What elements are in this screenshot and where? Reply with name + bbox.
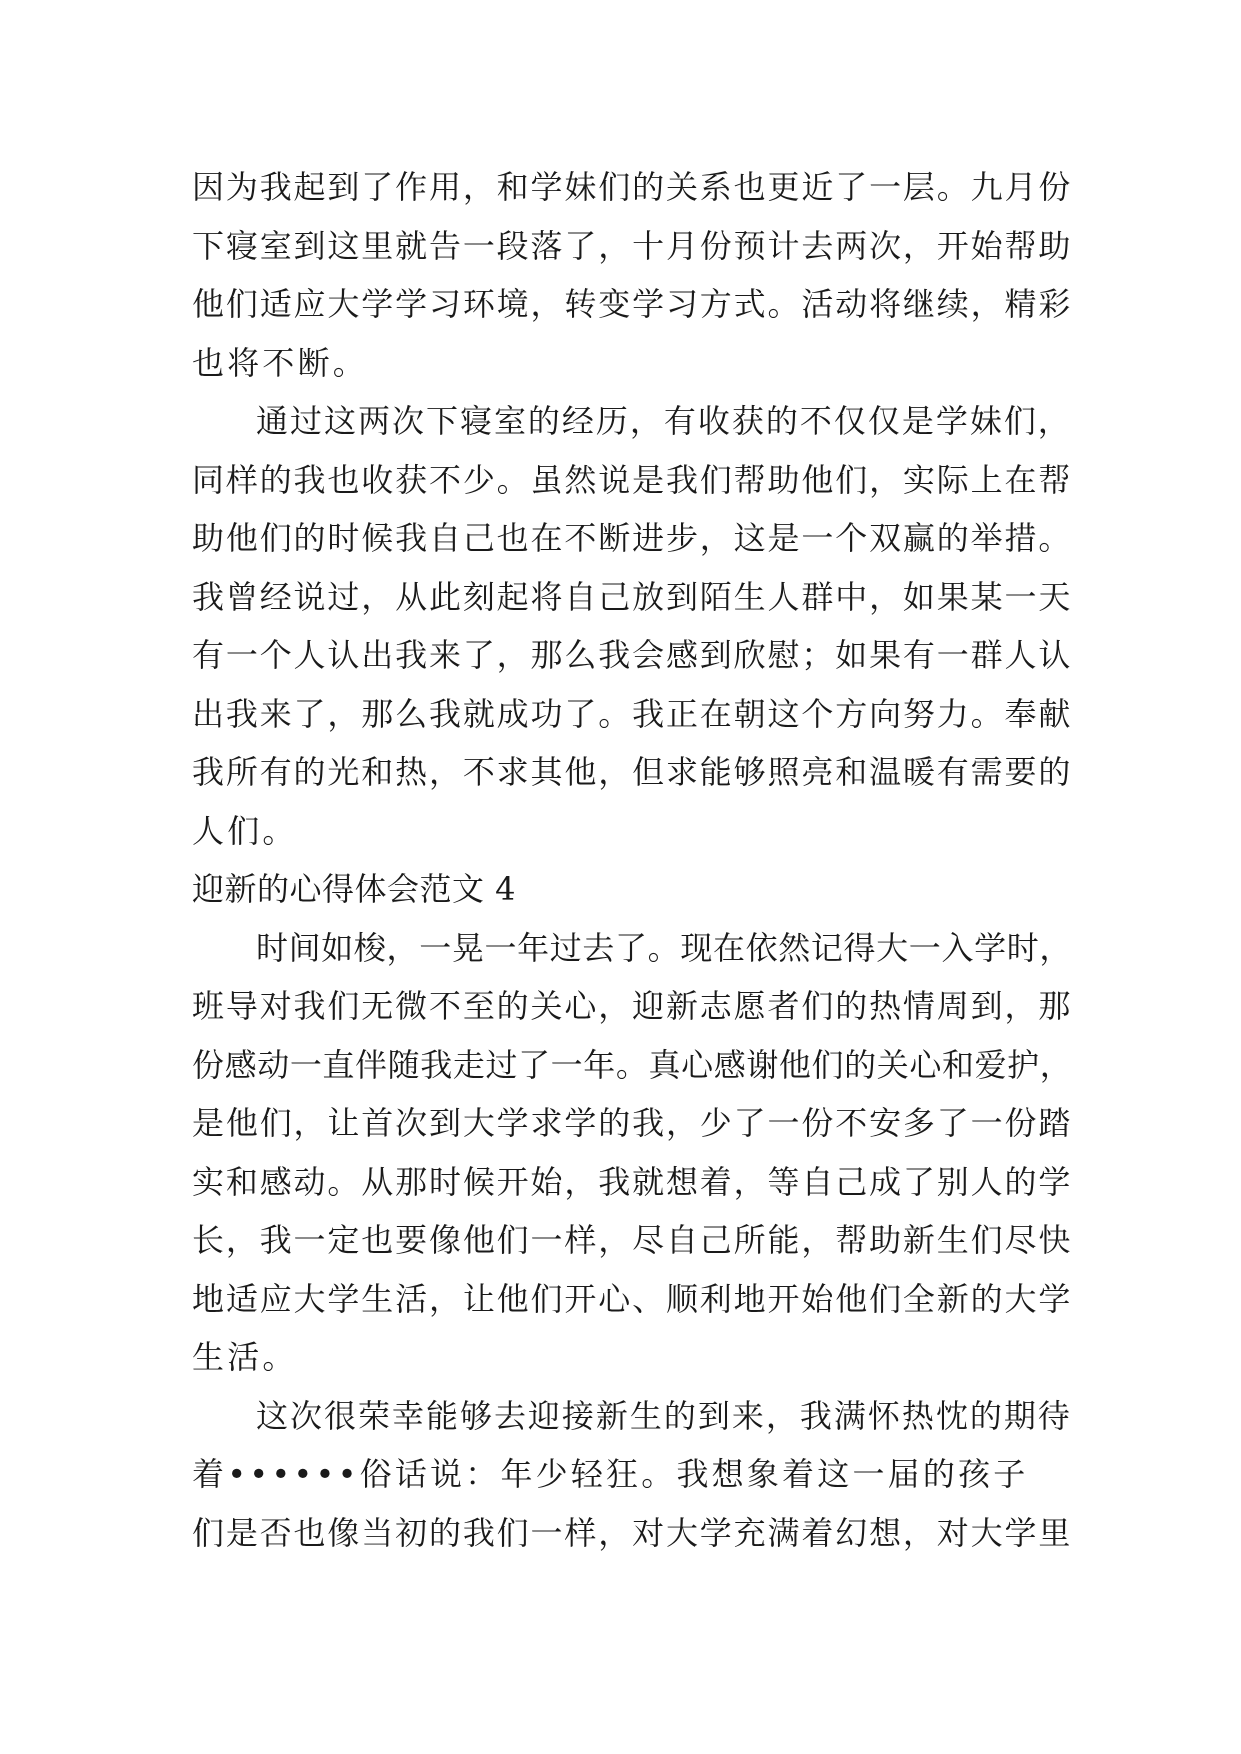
- text-line: 长，我一定也要像他们一样，尽自己所能，帮助新生们尽快: [192, 1221, 1073, 1259]
- text-line: 同样的我也收获不少。虽然说是我们帮助他们，实际上在帮: [192, 460, 1073, 499]
- text-line: 他们适应大学学习环境，转变学习方式。活动将继续，精彩: [192, 285, 1073, 323]
- text-line: 班导对我们无微不至的关心，迎新志愿者们的热情周到，那: [192, 987, 1073, 1025]
- text-line: 出我来了，那么我就成功了。我正在朝这个方向努力。奉献: [192, 694, 1073, 733]
- text-line: 人们。: [192, 811, 298, 850]
- text-line: 我曾经说过，从此刻起将自己放到陌生人群中，如果某一天: [192, 577, 1073, 616]
- text-line: 们是否也像当初的我们一样，对大学充满着幻想，对大学里: [192, 1513, 1073, 1552]
- text-line: 时间如梭，一晃一年过去了。现在依然记得大一入学时，: [256, 928, 1073, 967]
- text-line: 是他们，让首次到大学求学的我，少了一份不安多了一份踏: [192, 1104, 1073, 1142]
- text-line: 份感动一直伴随我走过了一年。真心感谢他们的关心和爱护，: [192, 1045, 1073, 1084]
- text-line: 下寝室到这里就告一段落了，十月份预计去两次，开始帮助: [192, 226, 1073, 265]
- text-line: 地适应大学生活，让他们开心、顺利地开始他们全新的大学: [192, 1279, 1073, 1318]
- text-line: 实和感动。从那时候开始，我就想着，等自己成了别人的学: [192, 1162, 1073, 1201]
- text-line: 也将不断。: [192, 343, 369, 382]
- text-line: 这次很荣幸能够去迎接新生的到来，我满怀热忱的期待: [256, 1396, 1072, 1435]
- text-line: 有一个人认出我来了，那么我会感到欣慰；如果有一群人认: [192, 636, 1073, 674]
- body-text: [192, 158, 1072, 1562]
- text-line: 着••••••俗话说：年少轻狂。我想象着这一届的孩子: [192, 1455, 1029, 1493]
- text-line: 生活。: [192, 1338, 298, 1376]
- text-line: 我所有的光和热，不求其他，但求能够照亮和温暖有需要的: [192, 753, 1073, 791]
- text-line: 助他们的时候我自己也在不断进步，这是一个双赢的举措。: [192, 519, 1073, 557]
- text-line: 因为我起到了作用，和学妹们的关系也更近了一层。九月份: [192, 168, 1073, 206]
- section-heading: 迎新的心得体会范文 4: [192, 870, 517, 908]
- text-line: 通过这两次下寝室的经历，有收获的不仅仅是学妹们，: [256, 402, 1072, 440]
